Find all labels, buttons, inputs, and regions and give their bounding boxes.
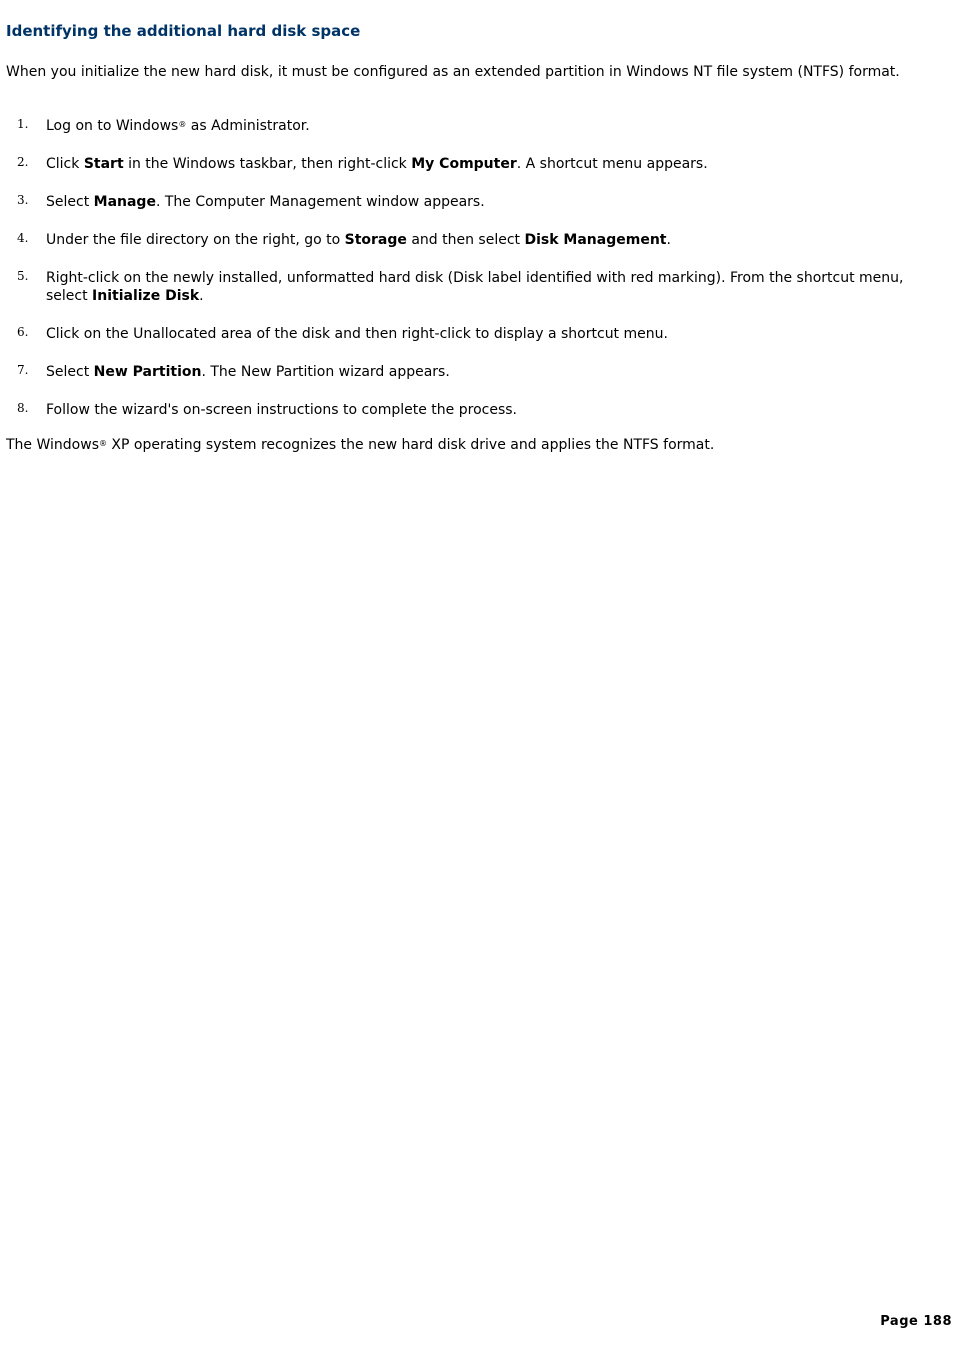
step-text bbox=[46, 325, 906, 343]
step-item bbox=[6, 401, 946, 419]
step-number: 7. bbox=[17, 363, 29, 377]
step-text-run: . The Computer Management window appears. bbox=[155, 194, 485, 210]
step-text-run: as Administrator. bbox=[186, 118, 310, 134]
step-item bbox=[6, 193, 946, 211]
outro-text-after: XP operating system recognizes the new hard disk drive and applies the NTFS format. bbox=[106, 437, 715, 453]
step-item bbox=[6, 231, 946, 249]
page-title: Identifying the additional hard disk space bbox=[6, 22, 361, 40]
outro-paragraph bbox=[6, 437, 714, 454]
step-text bbox=[46, 117, 906, 135]
outro-text-before: The Windows bbox=[6, 437, 99, 453]
page-number: Page 188 bbox=[880, 1314, 952, 1329]
step-text-run: . bbox=[666, 232, 671, 248]
step-text bbox=[46, 155, 906, 173]
step-text-run: Click bbox=[46, 156, 84, 172]
step-text-run: Under the file directory on the right, go to bbox=[46, 232, 345, 248]
ui-term: Manage bbox=[93, 194, 156, 210]
registered-mark: ® bbox=[98, 439, 107, 448]
ui-term: Disk Management bbox=[524, 232, 667, 248]
step-text-run: Log on to Windows bbox=[46, 118, 179, 134]
step-text-run: . The New Partition wizard appears. bbox=[201, 364, 450, 380]
step-number: 3. bbox=[17, 193, 29, 207]
step-item bbox=[6, 269, 946, 305]
step-number: 2. bbox=[17, 155, 29, 169]
step-item bbox=[6, 325, 946, 343]
step-number: 8. bbox=[17, 401, 29, 415]
step-item bbox=[6, 117, 946, 135]
step-number: 5. bbox=[17, 269, 29, 283]
step-text bbox=[46, 269, 906, 305]
step-text-run: and then select bbox=[406, 232, 525, 248]
step-text-run: Click on the Unallocated area of the disk and then right-click to display a shortcut menu. bbox=[46, 326, 668, 342]
registered-mark: ® bbox=[178, 120, 187, 129]
step-text bbox=[46, 363, 906, 381]
step-text-run: in the Windows taskbar, then right-click bbox=[123, 156, 412, 172]
steps-list bbox=[6, 117, 946, 439]
step-text-run: . bbox=[199, 288, 204, 304]
step-text-run: Follow the wizard's on-screen instructions to complete the process. bbox=[46, 402, 517, 418]
step-text-run: Select bbox=[46, 364, 94, 380]
step-number: 4. bbox=[17, 231, 29, 245]
step-number: 1. bbox=[17, 117, 29, 131]
step-text bbox=[46, 193, 906, 211]
step-text-run: . A shortcut menu appears. bbox=[516, 156, 708, 172]
step-text bbox=[46, 401, 906, 419]
step-item bbox=[6, 363, 946, 381]
ui-term: Start bbox=[83, 156, 124, 172]
step-text bbox=[46, 231, 906, 249]
step-number: 6. bbox=[17, 325, 29, 339]
ui-term: My Computer bbox=[411, 156, 517, 172]
step-item bbox=[6, 155, 946, 173]
ui-term: Initialize Disk bbox=[92, 288, 200, 304]
step-text-run: Select bbox=[46, 194, 94, 210]
ui-term: Storage bbox=[344, 232, 407, 248]
ui-term: New Partition bbox=[93, 364, 202, 380]
step-text-run: Right-click on the newly installed, unformatted hard disk (Disk label identified with red marking). From the shortcut menu, select bbox=[46, 270, 904, 304]
intro-paragraph: When you initialize the new hard disk, it must be configured as an extended partition in Windows NT file system (NTFS) format. bbox=[6, 64, 900, 80]
